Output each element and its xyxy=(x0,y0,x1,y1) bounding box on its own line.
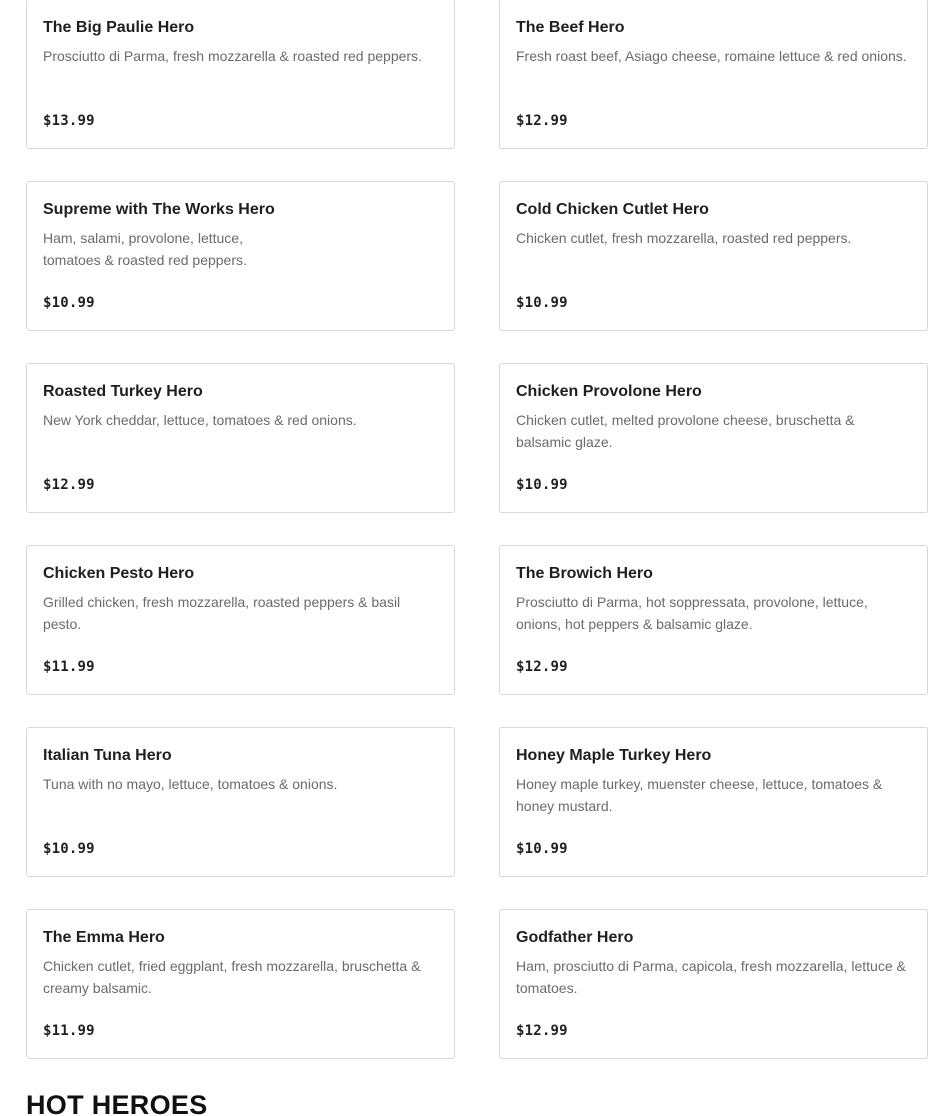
menu-item-description: Chicken cutlet, fresh mozzarella, roasted red peppers. xyxy=(516,230,852,246)
menu-item-price: $12.99 xyxy=(43,477,95,493)
menu-item-name: The Big Paulie Hero xyxy=(43,19,195,36)
menu-item-name: Cold Chicken Cutlet Hero xyxy=(516,201,709,218)
menu-item-card[interactable] xyxy=(499,363,928,513)
menu-item-card[interactable] xyxy=(26,545,455,695)
menu-item-card[interactable] xyxy=(26,0,455,149)
menu-item-card[interactable] xyxy=(26,909,455,1059)
menu-item-card[interactable] xyxy=(499,0,928,149)
menu-item-card[interactable] xyxy=(26,363,455,513)
menu-item-price: $10.99 xyxy=(43,841,95,857)
menu-item-price: $11.99 xyxy=(43,659,95,675)
menu-item-price: $10.99 xyxy=(516,295,568,311)
section-heading-hot-heroes: HOT HEROES xyxy=(26,1090,208,1116)
menu-item-card[interactable] xyxy=(499,545,928,695)
menu-item-price: $13.99 xyxy=(43,113,95,129)
menu-item-price: $10.99 xyxy=(43,295,95,311)
menu-item-price: $10.99 xyxy=(516,477,568,493)
menu-item-name: Godfather Hero xyxy=(516,929,634,946)
menu-item-price: $10.99 xyxy=(516,841,568,857)
menu-item-description: Ham, prosciutto di Parma, capicola, fresh mozzarella, lettuce & tomatoes. xyxy=(516,958,906,996)
menu-item-name: Roasted Turkey Hero xyxy=(43,383,203,400)
menu-item-description: Prosciutto di Parma, hot soppressata, provolone, lettuce, onions, hot peppers & balsamic glaze. xyxy=(516,594,868,632)
menu-item-description: Ham, salami, provolone, lettuce, tomatoes & roasted red peppers. xyxy=(43,230,247,268)
menu-item-description: Tuna with no mayo, lettuce, tomatoes & onions. xyxy=(43,776,338,792)
menu-item-price: $12.99 xyxy=(516,659,568,675)
menu-item-name: The Emma Hero xyxy=(43,929,165,946)
menu-item-description: Prosciutto di Parma, fresh mozzarella & roasted red peppers. xyxy=(43,48,422,64)
menu-item-description: Chicken cutlet, fried eggplant, fresh mozzarella, bruschetta & creamy balsamic. xyxy=(43,958,421,996)
menu-item-description: Grilled chicken, fresh mozzarella, roasted peppers & basil pesto. xyxy=(43,594,401,632)
menu-item-description: Chicken cutlet, melted provolone cheese, bruschetta & balsamic glaze. xyxy=(516,412,855,450)
menu-item-card[interactable] xyxy=(26,727,455,877)
menu-item-description: New York cheddar, lettuce, tomatoes & red onions. xyxy=(43,412,357,428)
menu-item-name: The Beef Hero xyxy=(516,19,625,36)
menu-item-name: Chicken Pesto Hero xyxy=(43,565,195,582)
menu-item-name: The Browich Hero xyxy=(516,565,653,582)
menu-item-price: $12.99 xyxy=(516,1023,568,1039)
menu-item-card[interactable] xyxy=(499,909,928,1059)
menu-items-grid xyxy=(26,0,928,1059)
menu-item-name: Italian Tuna Hero xyxy=(43,747,172,764)
menu-item-description: Honey maple turkey, muenster cheese, lettuce, tomatoes & honey mustard. xyxy=(516,776,883,814)
menu-item-description: Fresh roast beef, Asiago cheese, romaine lettuce & red onions. xyxy=(516,48,907,64)
menu-item-name: Supreme with The Works Hero xyxy=(43,201,275,218)
menu-item-price: $12.99 xyxy=(516,113,568,129)
menu-item-name: Honey Maple Turkey Hero xyxy=(516,747,712,764)
menu-item-name: Chicken Provolone Hero xyxy=(516,383,702,400)
menu-item-card[interactable] xyxy=(499,181,928,331)
menu-item-card[interactable] xyxy=(499,727,928,877)
menu-item-card[interactable] xyxy=(26,181,455,331)
menu-item-price: $11.99 xyxy=(43,1023,95,1039)
